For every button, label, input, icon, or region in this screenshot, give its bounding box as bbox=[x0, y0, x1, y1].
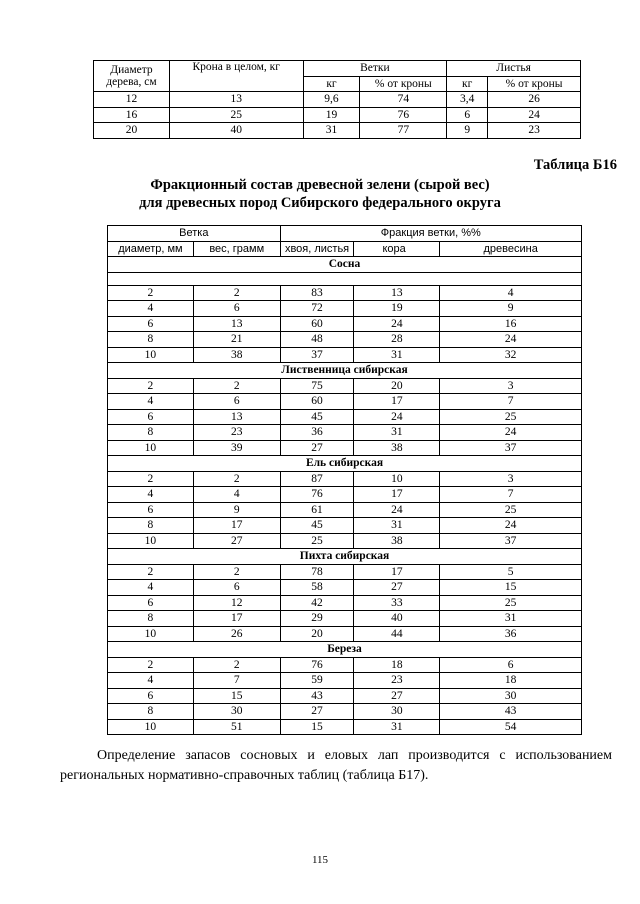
table-row bbox=[108, 580, 582, 596]
table-cell: 77 bbox=[360, 123, 447, 139]
table-cell: 6 bbox=[108, 688, 194, 704]
table-cell: 2 bbox=[108, 471, 194, 487]
table-cell: 24 bbox=[354, 502, 440, 518]
table-row bbox=[108, 518, 582, 534]
table-cell: 6 bbox=[108, 502, 194, 518]
table-cell: 30 bbox=[440, 688, 582, 704]
table-cell: 21 bbox=[193, 332, 280, 348]
table-cell: 36 bbox=[440, 626, 582, 642]
table-row bbox=[108, 440, 582, 456]
table-row bbox=[108, 347, 582, 363]
table-cell: 2 bbox=[108, 285, 194, 301]
table-cell: 61 bbox=[280, 502, 354, 518]
blank-row bbox=[108, 272, 582, 285]
table-row bbox=[94, 123, 581, 139]
table-cell: 38 bbox=[354, 440, 440, 456]
section-heading: Пихта сибирская bbox=[108, 549, 582, 565]
table-cell: 4 bbox=[108, 301, 194, 317]
table-cell: 24 bbox=[354, 409, 440, 425]
table-cell: 26 bbox=[193, 626, 280, 642]
table-cell: 17 bbox=[354, 394, 440, 410]
table-cell: 23 bbox=[354, 673, 440, 689]
table-cell: 19 bbox=[303, 107, 360, 123]
table-cell: 8 bbox=[108, 425, 194, 441]
blank-cell bbox=[108, 272, 582, 285]
header-crown: Крона в целом, кг bbox=[169, 61, 303, 92]
table-cell: 25 bbox=[169, 107, 303, 123]
table-cell: 51 bbox=[193, 719, 280, 735]
table-row bbox=[108, 378, 582, 394]
table-cell: 2 bbox=[193, 564, 280, 580]
table-cell: 13 bbox=[354, 285, 440, 301]
table-cell: 10 bbox=[108, 533, 194, 549]
table-cell: 75 bbox=[280, 378, 354, 394]
table-cell: 8 bbox=[108, 611, 194, 627]
table-cell: 45 bbox=[280, 409, 354, 425]
table-cell: 28 bbox=[354, 332, 440, 348]
table-cell: 39 bbox=[193, 440, 280, 456]
table-cell: 2 bbox=[108, 564, 194, 580]
table-caption-label: Таблица Б16 bbox=[533, 157, 617, 173]
table-cell: 43 bbox=[440, 704, 582, 720]
table-cell: 12 bbox=[193, 595, 280, 611]
table-cell: 31 bbox=[354, 719, 440, 735]
table-row bbox=[108, 611, 582, 627]
table-cell: 43 bbox=[280, 688, 354, 704]
table-cell: 2 bbox=[108, 657, 194, 673]
table-row bbox=[108, 673, 582, 689]
table-row bbox=[108, 394, 582, 410]
table-cell: 13 bbox=[193, 409, 280, 425]
table-cell: 27 bbox=[280, 440, 354, 456]
table-cell: 20 bbox=[280, 626, 354, 642]
table-cell: 15 bbox=[193, 688, 280, 704]
section-row bbox=[108, 363, 582, 379]
table-cell: 44 bbox=[354, 626, 440, 642]
table-cell: 9,6 bbox=[303, 92, 360, 108]
table-cell: 45 bbox=[280, 518, 354, 534]
table-row bbox=[108, 502, 582, 518]
table-subheader-row bbox=[108, 241, 582, 257]
table-cell: 87 bbox=[280, 471, 354, 487]
table-cell: 7 bbox=[193, 673, 280, 689]
table-cell: 5 bbox=[440, 564, 582, 580]
table-cell: 16 bbox=[94, 107, 170, 123]
table-cell: 60 bbox=[280, 316, 354, 332]
table-row bbox=[94, 107, 581, 123]
table-cell: 36 bbox=[280, 425, 354, 441]
table-cell: 17 bbox=[354, 564, 440, 580]
table-cell: 24 bbox=[440, 518, 582, 534]
table-cell: 31 bbox=[354, 347, 440, 363]
table-cell: 2 bbox=[108, 378, 194, 394]
table-cell: 74 bbox=[360, 92, 447, 108]
crown-mass-table bbox=[93, 60, 581, 139]
table-cell: 6 bbox=[440, 657, 582, 673]
table-row bbox=[94, 92, 581, 108]
table-cell: 7 bbox=[440, 394, 582, 410]
header-diameter-mm: диаметр, мм bbox=[108, 241, 194, 257]
table-cell: 6 bbox=[108, 409, 194, 425]
table-cell: 6 bbox=[108, 316, 194, 332]
header-branch: Ветка bbox=[108, 226, 281, 242]
section-row bbox=[108, 456, 582, 472]
table-cell: 42 bbox=[280, 595, 354, 611]
table-cell: 72 bbox=[280, 301, 354, 317]
table-cell: 4 bbox=[193, 487, 280, 503]
table-cell: 9 bbox=[447, 123, 488, 139]
table-cell: 31 bbox=[354, 518, 440, 534]
table-cell: 78 bbox=[280, 564, 354, 580]
table-cell: 9 bbox=[440, 301, 582, 317]
table-cell: 10 bbox=[108, 440, 194, 456]
table-cell: 6 bbox=[447, 107, 488, 123]
table-cell: 38 bbox=[193, 347, 280, 363]
table-row bbox=[108, 332, 582, 348]
table-row bbox=[108, 316, 582, 332]
table-row bbox=[108, 301, 582, 317]
table-cell: 25 bbox=[440, 595, 582, 611]
table-title-line2: для древесных пород Сибирского федерального округа bbox=[139, 195, 501, 211]
table-cell: 24 bbox=[440, 425, 582, 441]
table-cell: 15 bbox=[280, 719, 354, 735]
table-cell: 10 bbox=[108, 347, 194, 363]
table-cell: 27 bbox=[193, 533, 280, 549]
header-diameter: Диаметр дерева, см bbox=[94, 61, 170, 92]
table-cell: 6 bbox=[108, 595, 194, 611]
header-wood: древесина bbox=[440, 241, 582, 257]
table-cell: 30 bbox=[193, 704, 280, 720]
table-cell: 2 bbox=[193, 285, 280, 301]
table-row bbox=[108, 487, 582, 503]
table-cell: 27 bbox=[280, 704, 354, 720]
table-cell: 23 bbox=[193, 425, 280, 441]
table-cell: 60 bbox=[280, 394, 354, 410]
table-cell: 25 bbox=[280, 533, 354, 549]
table-row bbox=[108, 471, 582, 487]
table-cell: 33 bbox=[354, 595, 440, 611]
header-fraction: Фракция ветки, %% bbox=[280, 226, 581, 242]
table-cell: 27 bbox=[354, 688, 440, 704]
table-cell: 58 bbox=[280, 580, 354, 596]
table-cell: 24 bbox=[488, 107, 581, 123]
table-cell: 6 bbox=[193, 580, 280, 596]
table-cell: 37 bbox=[280, 347, 354, 363]
table-header-row bbox=[94, 61, 581, 77]
table-cell: 16 bbox=[440, 316, 582, 332]
fraction-composition-table bbox=[107, 225, 582, 735]
section-heading: Лиственница сибирская bbox=[108, 363, 582, 379]
table-row bbox=[108, 704, 582, 720]
table-cell: 4 bbox=[108, 673, 194, 689]
table-row bbox=[108, 564, 582, 580]
section-row bbox=[108, 257, 582, 273]
table-cell: 23 bbox=[488, 123, 581, 139]
table-cell: 10 bbox=[354, 471, 440, 487]
table-row bbox=[108, 533, 582, 549]
table-row bbox=[108, 285, 582, 301]
table-cell: 18 bbox=[440, 673, 582, 689]
table-row bbox=[108, 626, 582, 642]
table-cell: 6 bbox=[193, 394, 280, 410]
header-leaves-pct: % от кроны bbox=[488, 76, 581, 92]
table-cell: 37 bbox=[440, 440, 582, 456]
section-heading: Сосна bbox=[108, 257, 582, 273]
table-cell: 76 bbox=[360, 107, 447, 123]
table-cell: 2 bbox=[193, 657, 280, 673]
table-cell: 32 bbox=[440, 347, 582, 363]
table-cell: 4 bbox=[108, 394, 194, 410]
header-branches: Ветки bbox=[303, 61, 447, 77]
table-cell: 13 bbox=[169, 92, 303, 108]
table-cell: 38 bbox=[354, 533, 440, 549]
page-number: 115 bbox=[311, 854, 329, 866]
table-cell: 3 bbox=[440, 471, 582, 487]
table-cell: 26 bbox=[488, 92, 581, 108]
header-needles: хвоя, листья bbox=[280, 241, 354, 257]
table-cell: 40 bbox=[169, 123, 303, 139]
table-cell: 83 bbox=[280, 285, 354, 301]
table-cell: 20 bbox=[354, 378, 440, 394]
table-cell: 25 bbox=[440, 409, 582, 425]
table-cell: 2 bbox=[193, 378, 280, 394]
table-cell: 13 bbox=[193, 316, 280, 332]
section-row bbox=[108, 642, 582, 658]
table-cell: 40 bbox=[354, 611, 440, 627]
table-row bbox=[108, 409, 582, 425]
table-cell: 7 bbox=[440, 487, 582, 503]
table-cell: 25 bbox=[440, 502, 582, 518]
header-branches-pct: % от кроны bbox=[360, 76, 447, 92]
table-cell: 17 bbox=[354, 487, 440, 503]
table-cell: 76 bbox=[280, 487, 354, 503]
table-cell: 4 bbox=[440, 285, 582, 301]
table-cell: 15 bbox=[440, 580, 582, 596]
table-row bbox=[108, 425, 582, 441]
table-cell: 8 bbox=[108, 332, 194, 348]
section-row bbox=[108, 549, 582, 565]
body-paragraph-line1: Определение запасов сосновых и еловых лап производится с использованием bbox=[97, 748, 612, 763]
table-cell: 31 bbox=[354, 425, 440, 441]
table-cell: 18 bbox=[354, 657, 440, 673]
table-row bbox=[108, 719, 582, 735]
header-leaves-kg: кг bbox=[447, 76, 488, 92]
table-cell: 37 bbox=[440, 533, 582, 549]
table-cell: 19 bbox=[354, 301, 440, 317]
table-cell: 2 bbox=[193, 471, 280, 487]
table-cell: 3 bbox=[440, 378, 582, 394]
table-cell: 4 bbox=[108, 487, 194, 503]
table-cell: 31 bbox=[440, 611, 582, 627]
header-bark: кора bbox=[354, 241, 440, 257]
table-title-line1: Фракционный состав древесной зелени (сырой вес) bbox=[150, 177, 490, 193]
table-cell: 48 bbox=[280, 332, 354, 348]
table-cell: 9 bbox=[193, 502, 280, 518]
header-leaves: Листья bbox=[447, 61, 581, 77]
table-cell: 8 bbox=[108, 518, 194, 534]
header-branches-kg: кг bbox=[303, 76, 360, 92]
table-row bbox=[108, 657, 582, 673]
table-cell: 8 bbox=[108, 704, 194, 720]
body-paragraph-line2: региональных нормативно-справочных таблиц (таблица Б17). bbox=[60, 768, 429, 783]
table-cell: 17 bbox=[193, 611, 280, 627]
table-cell: 17 bbox=[193, 518, 280, 534]
table-cell: 59 bbox=[280, 673, 354, 689]
table-header-row bbox=[108, 226, 582, 242]
table-cell: 30 bbox=[354, 704, 440, 720]
table-cell: 10 bbox=[108, 719, 194, 735]
table-cell: 3,4 bbox=[447, 92, 488, 108]
table-cell: 6 bbox=[193, 301, 280, 317]
section-heading: Ель сибирская bbox=[108, 456, 582, 472]
table-cell: 4 bbox=[108, 580, 194, 596]
header-weight-g: вес, грамм bbox=[193, 241, 280, 257]
table-cell: 31 bbox=[303, 123, 360, 139]
table-cell: 12 bbox=[94, 92, 170, 108]
table-cell: 27 bbox=[354, 580, 440, 596]
table-cell: 20 bbox=[94, 123, 170, 139]
section-heading: Береза bbox=[108, 642, 582, 658]
table-cell: 29 bbox=[280, 611, 354, 627]
table-cell: 24 bbox=[354, 316, 440, 332]
table-cell: 24 bbox=[440, 332, 582, 348]
table-cell: 54 bbox=[440, 719, 582, 735]
table-cell: 10 bbox=[108, 626, 194, 642]
table-cell: 76 bbox=[280, 657, 354, 673]
table-row bbox=[108, 688, 582, 704]
table-row bbox=[108, 595, 582, 611]
